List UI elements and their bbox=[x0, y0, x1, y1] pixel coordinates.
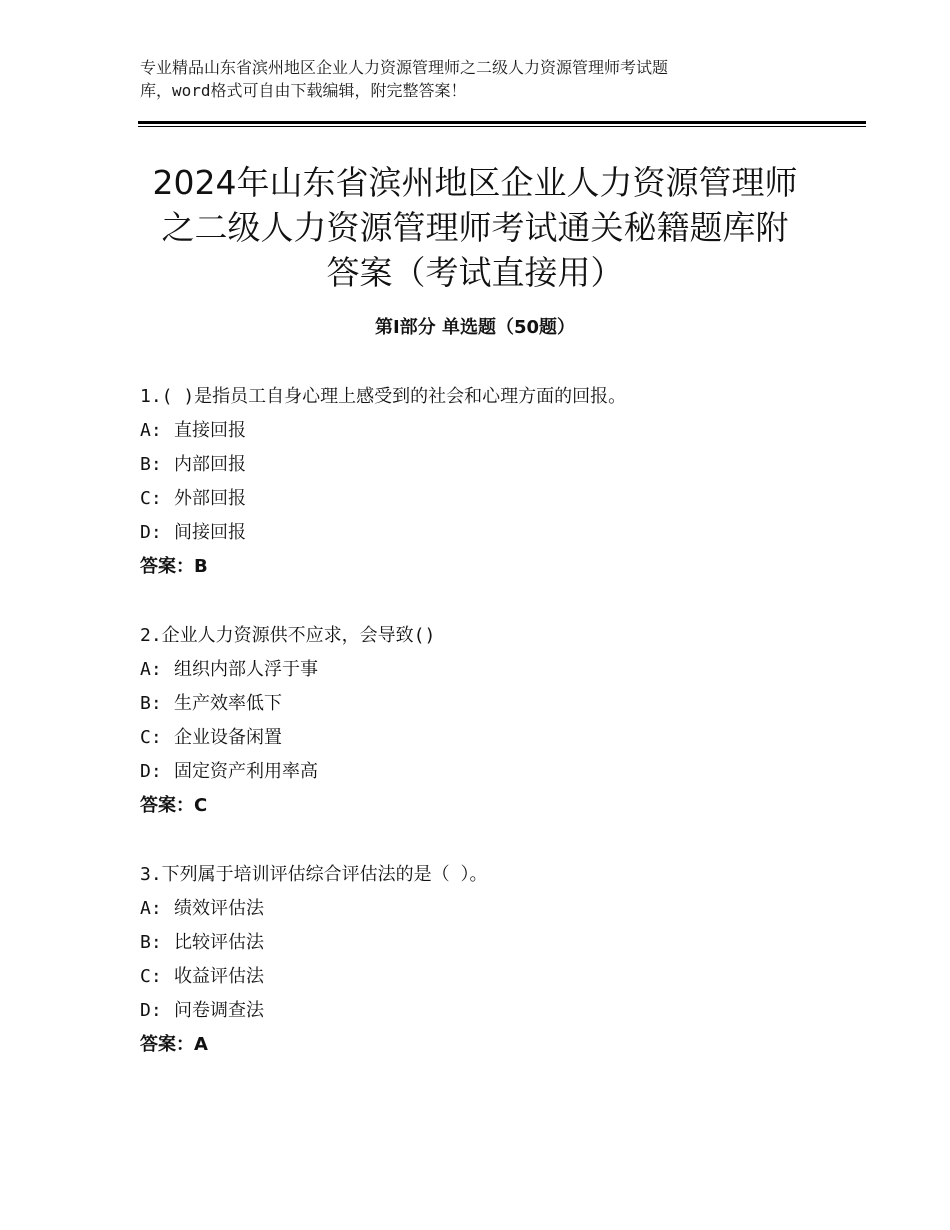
option-d bbox=[140, 755, 860, 789]
answer-line: 答案：A bbox=[140, 1034, 208, 1055]
option-a bbox=[140, 653, 860, 687]
section-heading: 第Ⅰ部分 单选题（50题） bbox=[374, 317, 575, 338]
option-prefix: B: bbox=[140, 932, 162, 953]
answer-line: 答案：C bbox=[140, 795, 208, 816]
option-text: 收益评估法 bbox=[174, 966, 264, 987]
option-prefix: D: bbox=[140, 522, 162, 543]
option-text: 问卷调查法 bbox=[174, 1000, 264, 1021]
option-prefix: D: bbox=[140, 761, 162, 782]
document-title-line-2: 之二级人力资源管理师考试通关秘籍题库附 bbox=[161, 208, 789, 247]
option-text: 直接回报 bbox=[174, 420, 246, 441]
option-prefix: C: bbox=[140, 966, 162, 987]
option-prefix: C: bbox=[140, 488, 162, 509]
option-text: 间接回报 bbox=[174, 522, 246, 543]
option-prefix: D: bbox=[140, 1000, 162, 1021]
option-c bbox=[140, 721, 860, 755]
option-prefix: B: bbox=[140, 693, 162, 714]
question-stem: 1.( )是指员工自身心理上感受到的社会和心理方面的回报。 bbox=[140, 386, 627, 407]
header-note bbox=[140, 56, 780, 102]
option-b bbox=[140, 448, 860, 482]
question-stem: 2.企业人力资源供不应求，会导致() bbox=[140, 625, 436, 646]
option-a bbox=[140, 892, 860, 926]
option-text: 比较评估法 bbox=[174, 932, 264, 953]
question-3 bbox=[140, 858, 860, 1062]
option-text: 外部回报 bbox=[174, 488, 246, 509]
option-prefix: C: bbox=[140, 727, 162, 748]
option-prefix: B: bbox=[140, 454, 162, 475]
header-note-line-2: 库，word格式可自由下载编辑，附完整答案！ bbox=[140, 81, 467, 100]
option-text: 生产效率低下 bbox=[174, 693, 282, 714]
option-prefix: A: bbox=[140, 420, 162, 441]
question-stem: 3.下列属于培训评估综合评估法的是（ ）。 bbox=[140, 864, 488, 885]
option-text: 企业设备闲置 bbox=[174, 727, 282, 748]
document-title bbox=[120, 160, 830, 295]
header-divider-thick bbox=[138, 121, 866, 124]
option-text: 固定资产利用率高 bbox=[174, 761, 318, 782]
document-title-line-1: 2024年山东省滨州地区企业人力资源管理师 bbox=[152, 163, 798, 202]
option-text: 绩效评估法 bbox=[174, 898, 264, 919]
header-note-line-1: 专业精品山东省滨州地区企业人力资源管理师之二级人力资源管理师考试题 bbox=[140, 58, 669, 77]
document-title-line-3: 答案（考试直接用） bbox=[326, 253, 624, 292]
option-c bbox=[140, 482, 860, 516]
header-divider-thin bbox=[138, 126, 866, 127]
answer-line: 答案：B bbox=[140, 556, 208, 577]
question-1 bbox=[140, 380, 860, 584]
option-d bbox=[140, 994, 860, 1028]
option-text: 内部回报 bbox=[174, 454, 246, 475]
option-a bbox=[140, 414, 860, 448]
option-b bbox=[140, 687, 860, 721]
option-text: 组织内部人浮于事 bbox=[174, 659, 318, 680]
option-c bbox=[140, 960, 860, 994]
question-2 bbox=[140, 619, 860, 823]
option-d bbox=[140, 516, 860, 550]
option-prefix: A: bbox=[140, 659, 162, 680]
option-b bbox=[140, 926, 860, 960]
option-prefix: A: bbox=[140, 898, 162, 919]
